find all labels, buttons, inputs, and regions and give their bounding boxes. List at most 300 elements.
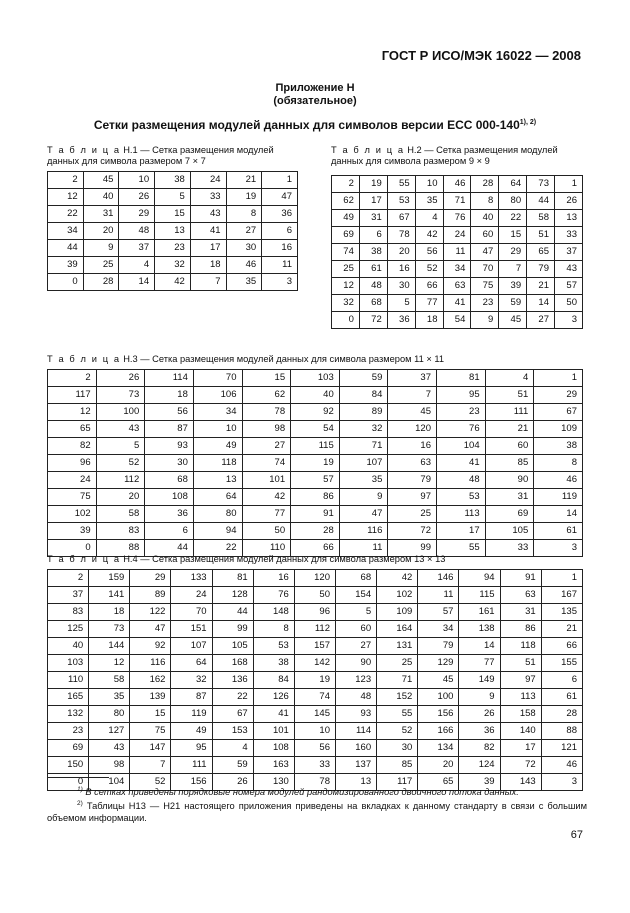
table-cell: 28 (541, 706, 582, 723)
table-cell: 51 (485, 387, 534, 404)
table-cell: 22 (212, 689, 253, 706)
table-cell: 59 (212, 757, 253, 774)
table-cell: 156 (171, 774, 212, 791)
appendix-title: Приложение Н (275, 82, 355, 94)
table-cell: 61 (534, 523, 583, 540)
table-cell: 80 (193, 506, 242, 523)
table-cell: 60 (335, 621, 376, 638)
table-cell: 102 (48, 506, 97, 523)
table-cell: 11 (339, 540, 388, 557)
table-cell: 0 (48, 274, 84, 291)
table-cell: 15 (242, 370, 291, 387)
table-cell: 127 (89, 723, 130, 740)
table-cell: 61 (359, 261, 387, 278)
table-cell: 17 (190, 240, 226, 257)
table-cell: 84 (253, 672, 294, 689)
table-cell: 3 (541, 774, 582, 791)
table-cell: 53 (387, 193, 415, 210)
table-cell: 87 (145, 421, 194, 438)
table-cell: 63 (500, 587, 541, 604)
table-cell: 126 (253, 689, 294, 706)
table-cell: 16 (387, 261, 415, 278)
table-cell: 18 (89, 604, 130, 621)
table-cell: 42 (377, 570, 418, 587)
table-row (48, 621, 583, 638)
table-cell: 120 (294, 570, 335, 587)
table-cell: 28 (471, 176, 499, 193)
table-cell: 63 (388, 455, 437, 472)
table-label: Т а б л и ц а (47, 354, 121, 364)
table-cell: 38 (359, 244, 387, 261)
table-cell: 39 (459, 774, 500, 791)
table-cell: 36 (262, 206, 298, 223)
table-cell: 108 (145, 489, 194, 506)
table-cell: 43 (190, 206, 226, 223)
table-cell: 166 (418, 723, 459, 740)
table-cell: 23 (437, 404, 486, 421)
table-cell: 67 (212, 706, 253, 723)
table-cell: 23 (48, 723, 89, 740)
table-cell: 27 (242, 438, 291, 455)
table-cell: 46 (541, 757, 582, 774)
table-cell: 152 (377, 689, 418, 706)
table-cell: 57 (418, 604, 459, 621)
table-row (48, 472, 583, 489)
table-cell: 58 (89, 672, 130, 689)
table-cell: 34 (418, 621, 459, 638)
table-cell: 25 (83, 257, 119, 274)
table-cell: 13 (335, 774, 376, 791)
table-cell: 56 (294, 740, 335, 757)
table-cell: 30 (377, 740, 418, 757)
table-cell: 160 (335, 740, 376, 757)
table-cell: 111 (171, 757, 212, 774)
table-cell: 31 (485, 489, 534, 506)
table-cell: 133 (171, 570, 212, 587)
table-row (48, 257, 298, 274)
table-cell: 45 (418, 672, 459, 689)
table-cell: 50 (242, 523, 291, 540)
table-cell: 67 (534, 404, 583, 421)
table-row (48, 455, 583, 472)
table-cell: 64 (171, 655, 212, 672)
table-cell: 5 (387, 295, 415, 312)
table-cell: 69 (332, 227, 360, 244)
table-cell: 30 (145, 455, 194, 472)
table-row (48, 240, 298, 257)
table-cell: 10 (193, 421, 242, 438)
footnote-text: Таблицы Н13 — Н21 настоящего приложения приведены на вкладках к данному стандарту в связи с большим объемом информации. (47, 801, 587, 824)
table-cell: 6 (541, 672, 582, 689)
table-cell: 165 (48, 689, 89, 706)
table-cell: 83 (48, 604, 89, 621)
table-cell: 26 (555, 193, 583, 210)
table-cell: 42 (415, 227, 443, 244)
table-cell: 67 (387, 210, 415, 227)
table-cell: 91 (500, 570, 541, 587)
table-cell: 12 (48, 189, 84, 206)
table-cell: 93 (145, 438, 194, 455)
table-cell: 10 (415, 176, 443, 193)
table-cell: 104 (89, 774, 130, 791)
table-cell: 34 (443, 261, 471, 278)
table-cell: 14 (119, 274, 155, 291)
table-cell: 14 (459, 638, 500, 655)
table-cell: 45 (499, 312, 527, 329)
table-cell: 76 (437, 421, 486, 438)
table-cell: 52 (96, 455, 145, 472)
table-cell: 23 (155, 240, 191, 257)
table-cell: 137 (335, 757, 376, 774)
table-cell: 22 (499, 210, 527, 227)
table-cell: 34 (48, 223, 84, 240)
table-cell: 4 (485, 370, 534, 387)
table-cell: 112 (294, 621, 335, 638)
table-cell: 2 (48, 172, 84, 189)
table-cell: 32 (332, 295, 360, 312)
table-cell: 72 (500, 757, 541, 774)
table-cell: 128 (212, 587, 253, 604)
table-cell: 101 (242, 472, 291, 489)
table-cell: 43 (89, 740, 130, 757)
table-cell: 5 (155, 189, 191, 206)
table-cell: 94 (459, 570, 500, 587)
table-cell: 4 (415, 210, 443, 227)
table-row (48, 489, 583, 506)
table-cell: 7 (190, 274, 226, 291)
table-cell: 0 (48, 774, 89, 791)
table-cell: 72 (388, 523, 437, 540)
table-cell: 36 (387, 312, 415, 329)
table-cell: 86 (500, 621, 541, 638)
table-cell: 71 (377, 672, 418, 689)
table-row (332, 176, 583, 193)
table-cell: 15 (499, 227, 527, 244)
table-cell: 142 (294, 655, 335, 672)
table-row (48, 438, 583, 455)
table-cell: 18 (190, 257, 226, 274)
table-cell: 44 (527, 193, 555, 210)
table-cell: 24 (190, 172, 226, 189)
table-cell: 45 (388, 404, 437, 421)
table-cell: 96 (48, 455, 97, 472)
table-cell: 35 (89, 689, 130, 706)
table-cell: 55 (387, 176, 415, 193)
table-cell: 2 (48, 570, 89, 587)
table-cell: 35 (415, 193, 443, 210)
footnote-mark: 1) (77, 786, 83, 793)
table-cell: 95 (437, 387, 486, 404)
table-cell: 20 (418, 757, 459, 774)
table-cell: 48 (119, 223, 155, 240)
table-cell: 131 (377, 638, 418, 655)
table-cell: 149 (459, 672, 500, 689)
table-cell: 66 (415, 278, 443, 295)
table-cell: 60 (485, 438, 534, 455)
table-caption-text: Н.2 — Сетка размещения модулей данных для символа размером 9 × 9 (331, 145, 558, 166)
table-cell: 21 (527, 278, 555, 295)
table-cell: 6 (145, 523, 194, 540)
table-cell: 161 (459, 604, 500, 621)
table-cell: 52 (377, 723, 418, 740)
table-cell: 24 (171, 587, 212, 604)
table-cell: 50 (555, 295, 583, 312)
table-cell: 33 (294, 757, 335, 774)
table-cell: 47 (262, 189, 298, 206)
table-row (332, 278, 583, 295)
table-cell: 16 (262, 240, 298, 257)
table-row (48, 223, 298, 240)
table-cell: 31 (83, 206, 119, 223)
table-cell: 20 (83, 223, 119, 240)
table-cell: 19 (291, 455, 340, 472)
table-cell: 81 (437, 370, 486, 387)
table-cell: 13 (555, 210, 583, 227)
table-cell: 115 (459, 587, 500, 604)
table-h4 (47, 569, 583, 791)
table-cell: 157 (294, 638, 335, 655)
table-cell: 164 (377, 621, 418, 638)
table-cell: 51 (500, 655, 541, 672)
table-cell: 62 (332, 193, 360, 210)
table-cell: 70 (171, 604, 212, 621)
table-cell: 118 (500, 638, 541, 655)
table-cell: 103 (291, 370, 340, 387)
table-cell: 135 (541, 604, 582, 621)
table-row (48, 189, 298, 206)
table-cell: 73 (96, 387, 145, 404)
table-cell: 11 (418, 587, 459, 604)
table-cell: 85 (485, 455, 534, 472)
table-cell: 40 (83, 189, 119, 206)
table-cell: 75 (130, 723, 171, 740)
table-cell: 74 (332, 244, 360, 261)
table-cell: 9 (339, 489, 388, 506)
table-cell: 4 (119, 257, 155, 274)
table-cell: 37 (388, 370, 437, 387)
table-cell: 98 (89, 757, 130, 774)
table-cell: 29 (499, 244, 527, 261)
page-number: 67 (570, 829, 583, 841)
table-cell: 100 (96, 404, 145, 421)
table-cell: 18 (145, 387, 194, 404)
table-cell: 11 (262, 257, 298, 274)
table-h1 (47, 171, 298, 291)
table-cell: 30 (387, 278, 415, 295)
table-cell: 117 (377, 774, 418, 791)
table-cell: 74 (294, 689, 335, 706)
table-cell: 108 (253, 740, 294, 757)
table-cell: 85 (377, 757, 418, 774)
table-cell: 77 (459, 655, 500, 672)
table-cell: 97 (388, 489, 437, 506)
table-cell: 138 (459, 621, 500, 638)
table-cell: 17 (500, 740, 541, 757)
table-label: Т а б л и ц а (331, 145, 405, 155)
table-cell: 79 (388, 472, 437, 489)
table-cell: 107 (339, 455, 388, 472)
table-cell: 2 (332, 176, 360, 193)
table-cell: 20 (96, 489, 145, 506)
table-cell: 21 (485, 421, 534, 438)
table-cell: 141 (89, 587, 130, 604)
table-cell: 151 (171, 621, 212, 638)
table-cell: 7 (130, 757, 171, 774)
table-cell: 6 (262, 223, 298, 240)
table-cell: 116 (339, 523, 388, 540)
section-title-text: Сетки размещения модулей данных для символов версии ЕСС 000-140 (93, 118, 520, 132)
table-cell: 22 (48, 206, 84, 223)
table-label: Т а б л и ц а (47, 554, 121, 564)
table-cell: 68 (359, 295, 387, 312)
table-cell: 10 (294, 723, 335, 740)
table-cell: 39 (499, 278, 527, 295)
table-cell: 139 (130, 689, 171, 706)
table-h3-caption (47, 354, 587, 365)
table-cell: 143 (500, 774, 541, 791)
table-cell: 71 (443, 193, 471, 210)
table-cell: 15 (130, 706, 171, 723)
table-cell: 54 (443, 312, 471, 329)
section-title-refs: 1), 2) (519, 119, 537, 126)
table-cell: 114 (335, 723, 376, 740)
table-cell: 163 (253, 757, 294, 774)
table-cell: 158 (500, 706, 541, 723)
table-cell: 48 (359, 278, 387, 295)
table-row (332, 312, 583, 329)
table-row (48, 655, 583, 672)
table-cell: 43 (96, 421, 145, 438)
table-cell: 9 (459, 689, 500, 706)
table-cell: 48 (335, 689, 376, 706)
table-cell: 35 (339, 472, 388, 489)
table-cell: 122 (130, 604, 171, 621)
table-cell: 9 (471, 312, 499, 329)
table-cell: 58 (527, 210, 555, 227)
table-cell: 6 (359, 227, 387, 244)
table-cell: 54 (291, 421, 340, 438)
table-cell: 64 (499, 176, 527, 193)
table-cell: 167 (541, 587, 582, 604)
table-cell: 107 (171, 638, 212, 655)
table-cell: 26 (459, 706, 500, 723)
table-cell: 42 (155, 274, 191, 291)
table-cell: 82 (459, 740, 500, 757)
table-cell: 49 (193, 438, 242, 455)
table-cell: 8 (534, 455, 583, 472)
table-cell: 52 (130, 774, 171, 791)
table-cell: 39 (48, 523, 97, 540)
table-cell: 78 (242, 404, 291, 421)
table-cell: 71 (339, 438, 388, 455)
table-row (48, 206, 298, 223)
table-cell: 51 (527, 227, 555, 244)
table-cell: 66 (541, 638, 582, 655)
table-cell: 98 (242, 421, 291, 438)
table-cell: 113 (500, 689, 541, 706)
table-cell: 14 (534, 506, 583, 523)
table-cell: 148 (253, 604, 294, 621)
footnote-mark: 2) (77, 800, 83, 807)
table-cell: 23 (471, 295, 499, 312)
table-cell: 81 (212, 570, 253, 587)
table-cell: 111 (485, 404, 534, 421)
table-cell: 73 (89, 621, 130, 638)
table-cell: 92 (130, 638, 171, 655)
table-cell: 60 (471, 227, 499, 244)
table-cell: 41 (443, 295, 471, 312)
table-cell: 82 (48, 438, 97, 455)
table-cell: 19 (294, 672, 335, 689)
table-label: Т а б л и ц а (47, 145, 121, 155)
section-title (0, 118, 630, 132)
table-cell: 12 (332, 278, 360, 295)
table-cell: 31 (500, 604, 541, 621)
table-cell: 38 (155, 172, 191, 189)
table-cell: 12 (48, 404, 97, 421)
table-cell: 95 (171, 740, 212, 757)
table-row (48, 387, 583, 404)
table-cell: 40 (48, 638, 89, 655)
table-cell: 40 (291, 387, 340, 404)
table-cell: 38 (534, 438, 583, 455)
table-cell: 145 (294, 706, 335, 723)
table-cell: 43 (555, 261, 583, 278)
table-cell: 40 (471, 210, 499, 227)
table-cell: 75 (471, 278, 499, 295)
table-row (48, 689, 583, 706)
table-cell: 79 (418, 638, 459, 655)
table-cell: 92 (291, 404, 340, 421)
table-cell: 65 (527, 244, 555, 261)
table-h2-caption (331, 145, 586, 167)
table-cell: 77 (415, 295, 443, 312)
table-cell: 150 (48, 757, 89, 774)
table-cell: 11 (443, 244, 471, 261)
table-cell: 72 (359, 312, 387, 329)
table-cell: 88 (541, 723, 582, 740)
table-cell: 74 (242, 455, 291, 472)
table-cell: 18 (415, 312, 443, 329)
table-cell: 59 (339, 370, 388, 387)
table-cell: 47 (339, 506, 388, 523)
table-cell: 116 (130, 655, 171, 672)
table-cell: 78 (294, 774, 335, 791)
table-row (48, 570, 583, 587)
table-cell: 63 (443, 278, 471, 295)
table-cell: 113 (437, 506, 486, 523)
table-cell: 33 (555, 227, 583, 244)
table-cell: 105 (212, 638, 253, 655)
table-cell: 91 (291, 506, 340, 523)
table-cell: 140 (500, 723, 541, 740)
table-row (332, 227, 583, 244)
table-cell: 5 (335, 604, 376, 621)
table-cell: 48 (437, 472, 486, 489)
table-cell: 7 (388, 387, 437, 404)
table-cell: 49 (171, 723, 212, 740)
table-row (48, 672, 583, 689)
appendix-status: (обязательное) (273, 95, 357, 107)
table-cell: 26 (96, 370, 145, 387)
table-cell: 132 (48, 706, 89, 723)
table-cell: 16 (253, 570, 294, 587)
table-cell: 8 (471, 193, 499, 210)
table-cell: 27 (527, 312, 555, 329)
table-cell: 93 (335, 706, 376, 723)
table-cell: 96 (294, 604, 335, 621)
table-cell: 61 (541, 689, 582, 706)
